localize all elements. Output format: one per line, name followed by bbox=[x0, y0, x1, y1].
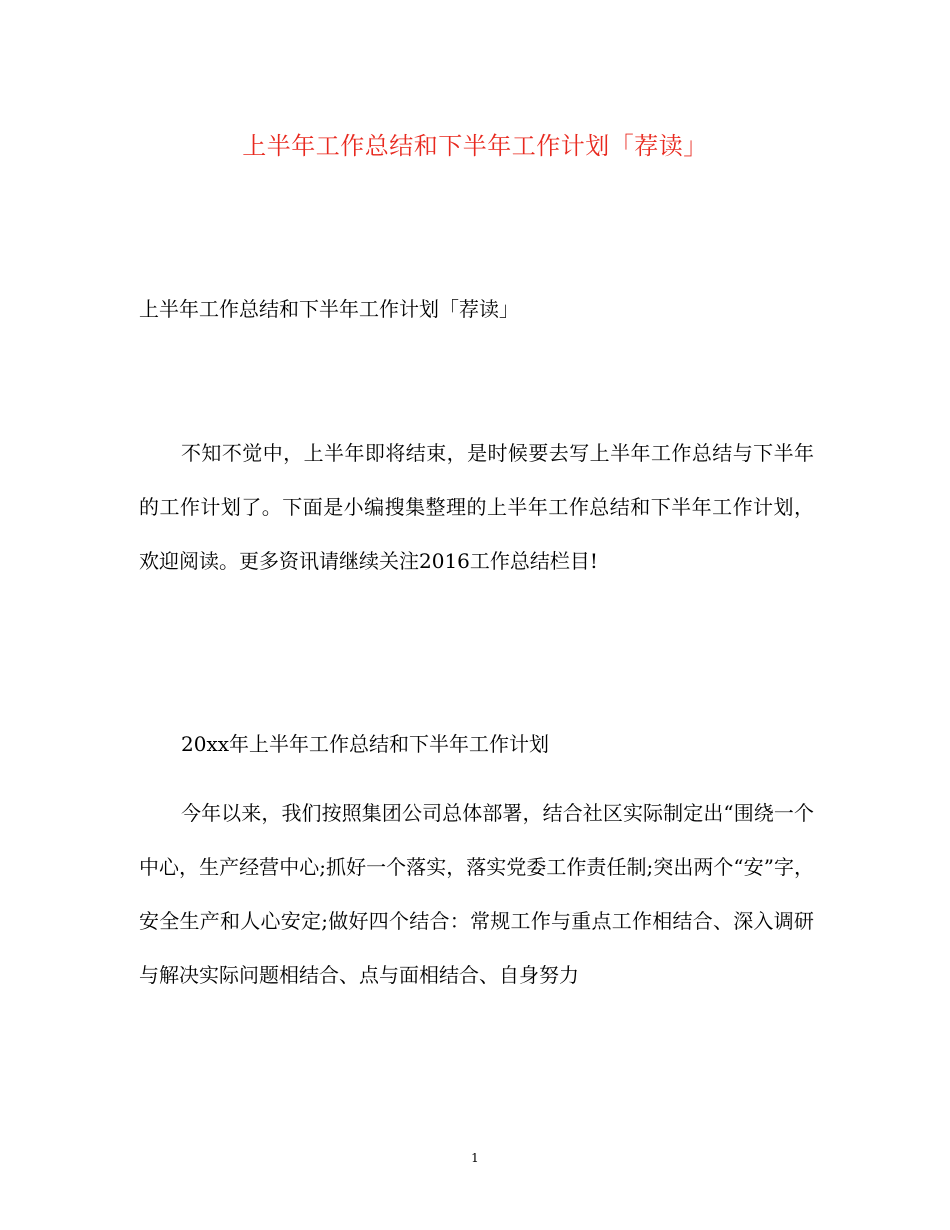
intro-paragraph: 不知不觉中，上半年即将结束，是时候要去写上半年工作总结与下半年的工作计划了。下面是小编搜集整理的上半年工作总结和下半年工作计划，欢迎阅读。更多资讯请继续关注2016工作总结栏目! bbox=[139, 441, 814, 573]
document-title: 上半年工作总结和下半年工作计划「荐读」 bbox=[242, 132, 708, 160]
page-number: 1 bbox=[471, 1151, 479, 1165]
section-heading: 20xx年上半年工作总结和下半年工作计划 bbox=[181, 732, 550, 756]
body-paragraph: 今年以来，我们按照集团公司总体部署，结合社区实际制定出“围绕一个中心，生产经营中心;抓好一个落实，落实党委工作责任制;突出两个“安”字，安全生产和人心安定;做好四个结合：常规工作与重点工作相结合、深入调研与解决实际问题相结合、点与面相结合、自身努力 bbox=[139, 801, 814, 987]
document-subtitle: 上半年工作总结和下半年工作计划「荐读」 bbox=[139, 297, 519, 321]
